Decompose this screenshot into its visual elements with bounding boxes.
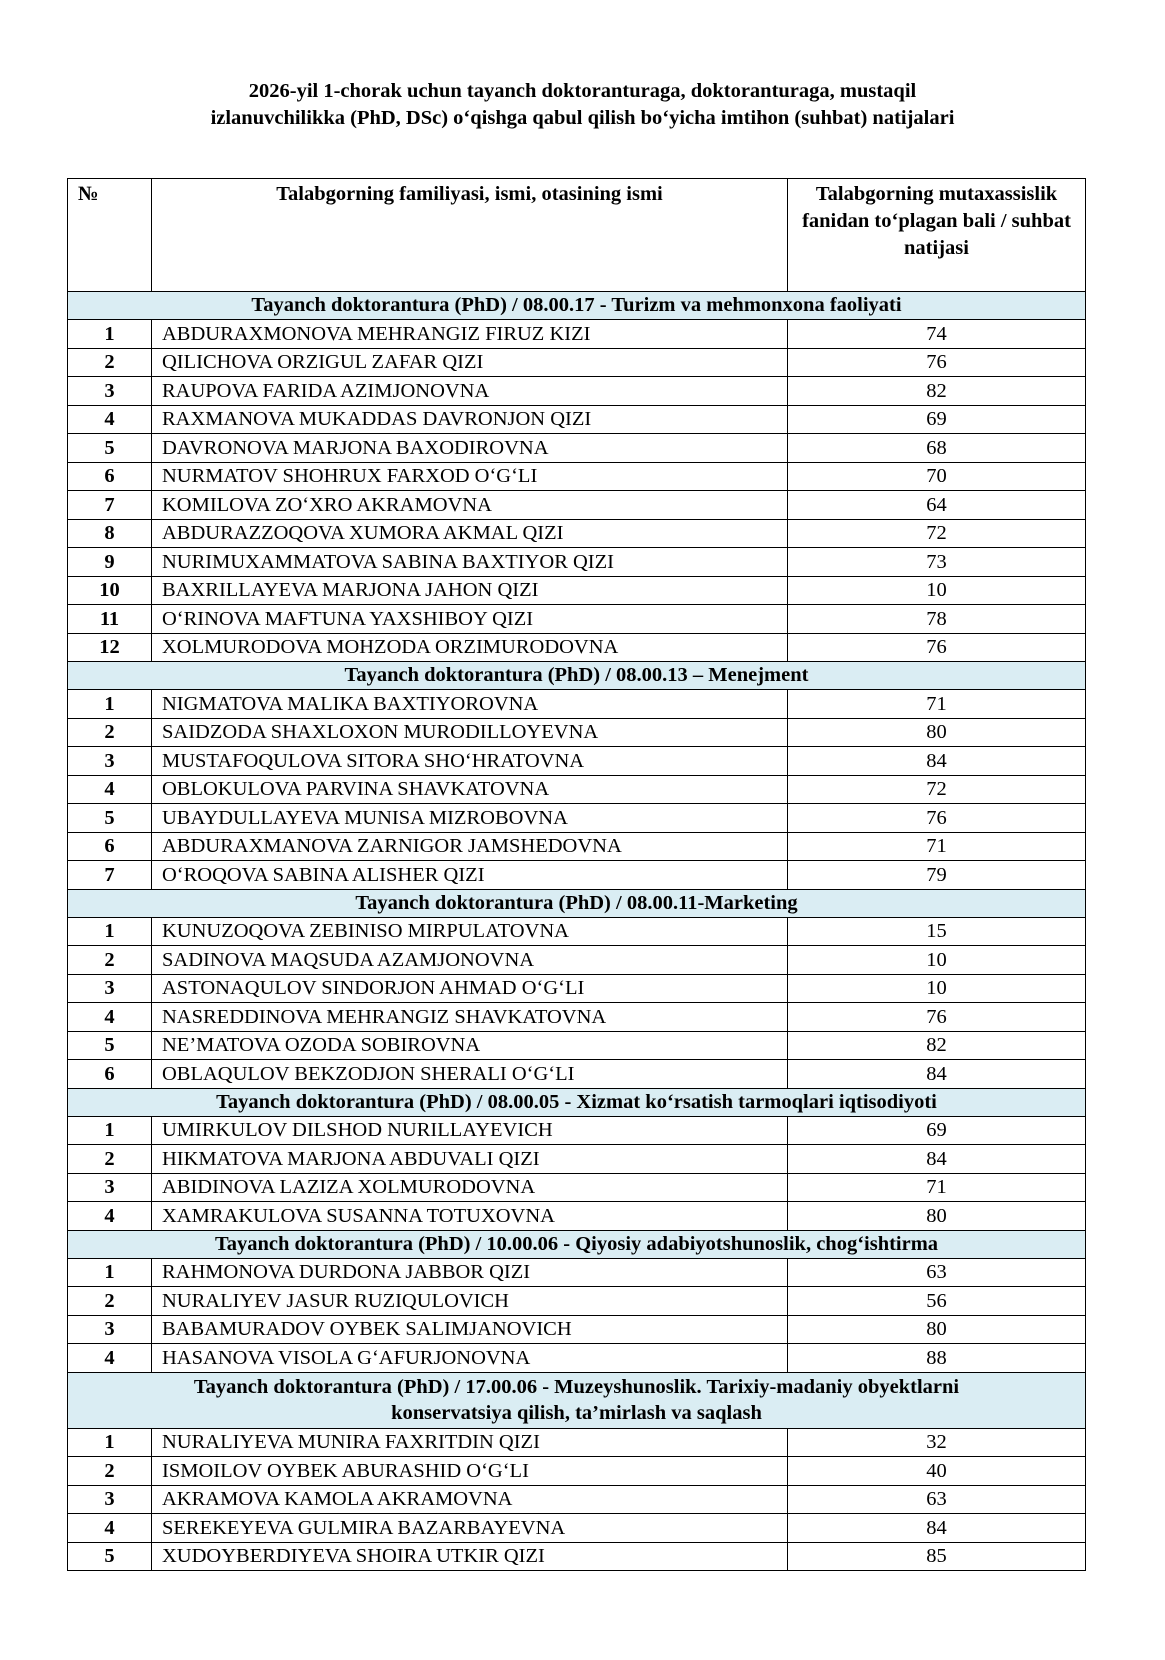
table-row <box>68 576 1086 605</box>
applicant-score: 69 <box>788 1116 1086 1145</box>
header-number: № <box>68 179 152 292</box>
section-header-row <box>68 1088 1086 1116</box>
applicant-score: 10 <box>788 576 1086 605</box>
table-row <box>68 377 1086 406</box>
document-title <box>60 78 1105 132</box>
table-row <box>68 718 1086 747</box>
row-number: 8 <box>68 519 152 548</box>
row-number: 9 <box>68 548 152 577</box>
title-line-2: izlanuvchilikka (PhD, DSc) o‘qishga qabul qilish bo‘yicha imtihon (suhbat) natijalari <box>210 107 955 129</box>
applicant-name: OBLAQULOV BEKZODJON SHERALI O‘G‘LI <box>152 1060 788 1089</box>
applicant-name: NURMATOV SHOHRUX FARXOD O‘G‘LI <box>152 462 788 491</box>
row-number: 1 <box>68 320 152 349</box>
table-row <box>68 1202 1086 1231</box>
applicant-score: 74 <box>788 320 1086 349</box>
table-row <box>68 1428 1086 1457</box>
applicant-score: 76 <box>788 804 1086 833</box>
applicant-name: UBAYDULLAYEVA MUNISA MIZROBOVNA <box>152 804 788 833</box>
applicant-score: 63 <box>788 1258 1086 1287</box>
applicant-score: 76 <box>788 1003 1086 1032</box>
applicant-name: KOMILOVA ZO‘XRO AKRAMOVNA <box>152 491 788 520</box>
applicant-score: 70 <box>788 462 1086 491</box>
section-title-line: Tayanch doktorantura (PhD) / 10.00.06 - Qiyosiy adabiyotshunoslik, chog‘ishtirma <box>214 1232 939 1255</box>
table-row <box>68 747 1086 776</box>
row-number: 12 <box>68 633 152 662</box>
applicant-name: NE’MATOVA OZODA SOBIROVNA <box>152 1031 788 1060</box>
applicant-name: RAXMANOVA MUKADDAS DAVRONJON QIZI <box>152 405 788 434</box>
applicant-score: 71 <box>788 832 1086 861</box>
applicant-score: 10 <box>788 974 1086 1003</box>
table-row <box>68 491 1086 520</box>
applicant-name: XAMRAKULOVA SUSANNA TOTUXOVNA <box>152 1202 788 1231</box>
applicant-score: 68 <box>788 434 1086 463</box>
row-number: 4 <box>68 775 152 804</box>
applicant-name: RAUPOVA FARIDA AZIMJONOVNA <box>152 377 788 406</box>
row-number: 5 <box>68 434 152 463</box>
applicant-name: NASREDDINOVA MEHRANGIZ SHAVKATOVNA <box>152 1003 788 1032</box>
table-row <box>68 1514 1086 1543</box>
applicant-name: O‘ROQOVA SABINA ALISHER QIZI <box>152 861 788 890</box>
table-row <box>68 1145 1086 1174</box>
applicant-name: RAHMONOVA DURDONA JABBOR QIZI <box>152 1258 788 1287</box>
row-number: 4 <box>68 1003 152 1032</box>
applicant-score: 76 <box>788 348 1086 377</box>
section-title-line: Tayanch doktorantura (PhD) / 08.00.11-Marketing <box>355 891 798 914</box>
section-header-row <box>68 889 1086 917</box>
row-number: 5 <box>68 1031 152 1060</box>
table-row <box>68 1116 1086 1145</box>
applicant-score: 32 <box>788 1428 1086 1457</box>
section-title-line: Tayanch doktorantura (PhD) / 08.00.05 - Xizmat ko‘rsatish tarmoqlari iqtisodiyoti <box>216 1090 937 1113</box>
applicant-score: 79 <box>788 861 1086 890</box>
row-number: 11 <box>68 605 152 634</box>
table-row <box>68 1542 1086 1571</box>
table-row <box>68 548 1086 577</box>
table-row <box>68 434 1086 463</box>
header-score: Talabgorning mutaxassislik fanidan to‘plagan bali / suhbat natijasi <box>788 179 1086 292</box>
applicant-score: 84 <box>788 1145 1086 1174</box>
applicant-name: KUNUZOQOVA ZEBINISO MIRPULATOVNA <box>152 917 788 946</box>
applicant-name: O‘RINOVA MAFTUNA YAXSHIBOY QIZI <box>152 605 788 634</box>
table-body <box>68 292 1086 1571</box>
applicant-score: 72 <box>788 519 1086 548</box>
row-number: 3 <box>68 747 152 776</box>
applicant-score: 78 <box>788 605 1086 634</box>
section-title-line: Tayanch doktorantura (PhD) / 08.00.13 – Menejment <box>344 664 809 687</box>
table-row <box>68 832 1086 861</box>
row-number: 1 <box>68 1428 152 1457</box>
row-number: 6 <box>68 1060 152 1089</box>
applicant-score: 76 <box>788 633 1086 662</box>
row-number: 3 <box>68 1485 152 1514</box>
table-row <box>68 1003 1086 1032</box>
section-header-row <box>68 1230 1086 1258</box>
applicant-name: BABAMURADOV OYBEK SALIMJANOVICH <box>152 1315 788 1344</box>
applicant-name: OBLOKULOVA PARVINA SHAVKATOVNA <box>152 775 788 804</box>
section-title <box>68 662 1086 690</box>
title-line-1: 2026-yil 1-chorak uchun tayanch doktoranturaga, doktoranturaga, mustaqil <box>248 80 917 102</box>
section-title-line: Tayanch doktorantura (PhD) / 08.00.17 - Turizm va mehmonxona faoliyati <box>251 294 902 317</box>
row-number: 2 <box>68 946 152 975</box>
section-header-row <box>68 292 1086 320</box>
table-row <box>68 1031 1086 1060</box>
applicant-score: 71 <box>788 1173 1086 1202</box>
row-number: 2 <box>68 1145 152 1174</box>
row-number: 10 <box>68 576 152 605</box>
applicant-name: ISMOILOV OYBEK ABURASHID O‘G‘LI <box>152 1457 788 1486</box>
table-row <box>68 1173 1086 1202</box>
applicant-name: BAXRILLAYEVA MARJONA JAHON QIZI <box>152 576 788 605</box>
table-row <box>68 462 1086 491</box>
section-title <box>68 292 1086 320</box>
table-row <box>68 320 1086 349</box>
table-row <box>68 519 1086 548</box>
row-number: 2 <box>68 348 152 377</box>
table-row <box>68 1485 1086 1514</box>
row-number: 4 <box>68 405 152 434</box>
row-number: 4 <box>68 1514 152 1543</box>
section-title-line: Tayanch doktorantura (PhD) / 17.00.06 - Muzeyshunoslik. Tarixiy-madaniy obyektlarni <box>193 1375 960 1398</box>
table-row <box>68 690 1086 719</box>
table-row <box>68 633 1086 662</box>
applicant-score: 80 <box>788 1202 1086 1231</box>
row-number: 4 <box>68 1202 152 1231</box>
applicant-name: NIGMATOVA MALIKA BAXTIYOROVNA <box>152 690 788 719</box>
table-row <box>68 605 1086 634</box>
applicant-name: UMIRKULOV DILSHOD NURILLAYEVICH <box>152 1116 788 1145</box>
header-name: Talabgorning familiyasi, ismi, otasining ismi <box>152 179 788 292</box>
applicant-name: MUSTAFOQULOVA SITORA SHO‘HRATOVNA <box>152 747 788 776</box>
section-title <box>68 1372 1086 1428</box>
applicant-score: 72 <box>788 775 1086 804</box>
applicant-name: ABIDINOVA LAZIZA XOLMURODOVNA <box>152 1173 788 1202</box>
row-number: 1 <box>68 1258 152 1287</box>
table-row <box>68 917 1086 946</box>
applicant-name: ASTONAQULOV SINDORJON AHMAD O‘G‘LI <box>152 974 788 1003</box>
table-row <box>68 405 1086 434</box>
row-number: 6 <box>68 832 152 861</box>
applicant-score: 63 <box>788 1485 1086 1514</box>
row-number: 6 <box>68 462 152 491</box>
applicant-score: 64 <box>788 491 1086 520</box>
applicant-score: 10 <box>788 946 1086 975</box>
applicant-name: XOLMURODOVA MOHZODA ORZIMURODOVNA <box>152 633 788 662</box>
applicant-score: 80 <box>788 1315 1086 1344</box>
applicant-score: 82 <box>788 377 1086 406</box>
row-number: 3 <box>68 1173 152 1202</box>
table-row <box>68 1258 1086 1287</box>
applicant-score: 71 <box>788 690 1086 719</box>
table-row <box>68 1344 1086 1373</box>
row-number: 7 <box>68 861 152 890</box>
row-number: 2 <box>68 718 152 747</box>
table-row <box>68 1457 1086 1486</box>
applicant-score: 85 <box>788 1542 1086 1571</box>
applicant-name: NURIMUXAMMATOVA SABINA BAXTIYOR QIZI <box>152 548 788 577</box>
table-row <box>68 1287 1086 1316</box>
applicant-name: XUDOYBERDIYEVA SHOIRA UTKIR QIZI <box>152 1542 788 1571</box>
row-number: 2 <box>68 1287 152 1316</box>
table-row <box>68 861 1086 890</box>
applicant-name: HIKMATOVA MARJONA ABDUVALI QIZI <box>152 1145 788 1174</box>
applicant-score: 40 <box>788 1457 1086 1486</box>
section-title <box>68 1088 1086 1116</box>
row-number: 1 <box>68 690 152 719</box>
applicant-score: 80 <box>788 718 1086 747</box>
applicant-name: HASANOVA VISOLA G‘AFURJONOVNA <box>152 1344 788 1373</box>
table-row <box>68 1315 1086 1344</box>
table-header-row <box>68 179 1086 292</box>
row-number: 1 <box>68 917 152 946</box>
applicant-name: NURALIYEV JASUR RUZIQULOVICH <box>152 1287 788 1316</box>
row-number: 4 <box>68 1344 152 1373</box>
table-row <box>68 974 1086 1003</box>
section-title <box>68 889 1086 917</box>
row-number: 3 <box>68 1315 152 1344</box>
section-title-line: konservatsiya qilish, ta’mirlash va saqlash <box>391 1402 762 1424</box>
applicant-score: 84 <box>788 1060 1086 1089</box>
section-title <box>68 1230 1086 1258</box>
applicant-score: 15 <box>788 917 1086 946</box>
applicant-score: 73 <box>788 548 1086 577</box>
table-row <box>68 804 1086 833</box>
row-number: 3 <box>68 377 152 406</box>
applicant-name: NURALIYEVA MUNIRA FAXRITDIN QIZI <box>152 1428 788 1457</box>
applicant-name: QILICHOVA ORZIGUL ZAFAR QIZI <box>152 348 788 377</box>
row-number: 3 <box>68 974 152 1003</box>
applicant-name: ABDURAXMANOVA ZARNIGOR JAMSHEDOVNA <box>152 832 788 861</box>
applicant-name: SAIDZODA SHAXLOXON MURODILLOYEVNA <box>152 718 788 747</box>
results-table <box>67 178 1086 1571</box>
section-header-row <box>68 662 1086 690</box>
applicant-score: 69 <box>788 405 1086 434</box>
applicant-name: AKRAMOVA KAMOLA AKRAMOVNA <box>152 1485 788 1514</box>
row-number: 1 <box>68 1116 152 1145</box>
table-row <box>68 1060 1086 1089</box>
section-header-row <box>68 1372 1086 1428</box>
applicant-name: DAVRONOVA MARJONA BAXODIROVNA <box>152 434 788 463</box>
applicant-name: SADINOVA MAQSUDA AZAMJONOVNA <box>152 946 788 975</box>
table-row <box>68 775 1086 804</box>
applicant-score: 82 <box>788 1031 1086 1060</box>
row-number: 5 <box>68 804 152 833</box>
applicant-name: ABDURAXMONOVA MEHRANGIZ FIRUZ KIZI <box>152 320 788 349</box>
table-row <box>68 946 1086 975</box>
row-number: 5 <box>68 1542 152 1571</box>
applicant-score: 84 <box>788 1514 1086 1543</box>
row-number: 2 <box>68 1457 152 1486</box>
applicant-name: SEREKEYEVA GULMIRA BAZARBAYEVNA <box>152 1514 788 1543</box>
row-number: 7 <box>68 491 152 520</box>
applicant-name: ABDURAZZOQOVA XUMORA AKMAL QIZI <box>152 519 788 548</box>
table-row <box>68 348 1086 377</box>
applicant-score: 56 <box>788 1287 1086 1316</box>
applicant-score: 88 <box>788 1344 1086 1373</box>
applicant-score: 84 <box>788 747 1086 776</box>
